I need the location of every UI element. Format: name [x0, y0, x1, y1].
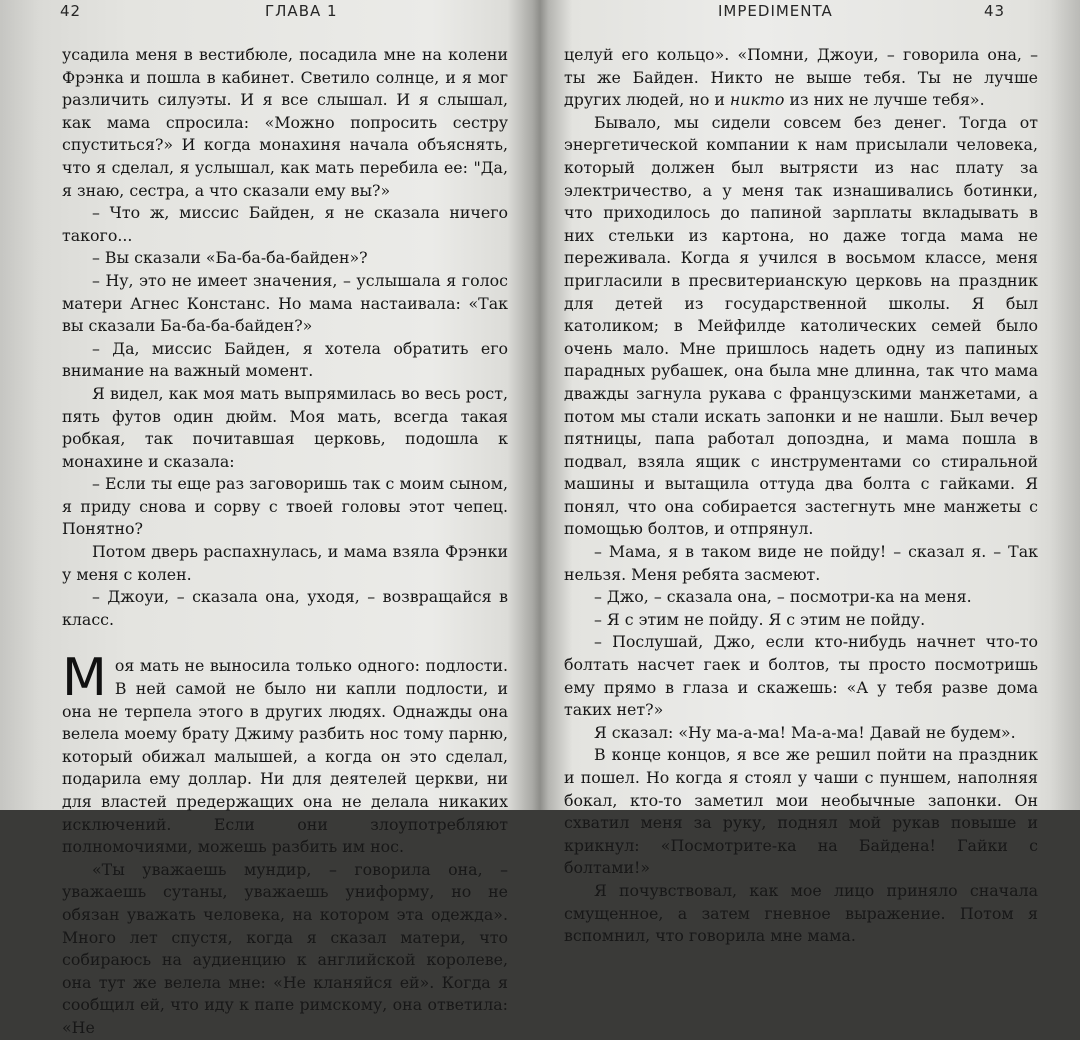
left-page-number: 42 [60, 2, 82, 20]
right-page [540, 0, 1080, 946]
paragraph: – Я с этим не пойду. Я с этим не пойду. [594, 609, 926, 629]
left-page [0, 0, 520, 1037]
right-running-head: IMPEDIMENTA [718, 2, 833, 20]
paragraph [564, 44, 1038, 112]
paragraph: Я видел, как моя мать выпрямилась во весь рост, пять футов один дюйм. Моя мать, всегда такая робкая, так почитавшая церковь, подошла к монахине и сказала: [62, 383, 508, 471]
paragraph: – Да, миссис Байден, я хотела обратить его внимание на важный момент. [62, 338, 508, 381]
paragraph: – Послушай, Джо, если кто-нибудь начнет что-то болтать насчет гаек и болтов, ты просто посмотришь ему прямо в глаза и скажешь: «А у тебя разве дома таких нет?» [564, 632, 1038, 720]
paragraph: – Мама, я в таком виде не пойду! – сказал я. – Так нельзя. Меня ребята засмеют. [564, 542, 1038, 584]
right-page-number: 43 [984, 2, 1006, 20]
left-running-head: ГЛАВА 1 [265, 2, 338, 20]
left-text-block [62, 44, 508, 1040]
paragraph: усадила меня в вестибюле, посадила мне на колени Фрэнка и пошла в кабинет. Светило солнце, и я мог различить силуэты. И я все слышал. И я слышал, как мама спросила: «Можно попросить сестру спуститься?» И когда монахиня начала объяснять, что я сделал, я услышал, как мать перебила ее: "Да, я знаю, сестра, а что сказали ему вы?» [62, 45, 508, 200]
paragraph: Я почувствовал, как мое лицо приняло сначала смущенное, а затем гневное выражение. Потом я вспомнил, что говорила мне мама. [564, 880, 1038, 946]
section-opening-paragraph [62, 648, 508, 858]
paragraph: – Вы сказали «Ба-ба-ба-байден»? [92, 248, 368, 268]
paragraph: – Ну, это не имеет значения, – услышала я голос матери Агнес Констанс. Но мама настаивала: «Так вы сказали Ба-ба-ба-байден?» [62, 270, 508, 336]
paragraph-text: целуй его кольцо». «Помни, Джоуи, – говорила она, – ты же Байден. Никто не выше тебя. Ты не лучше других людей, но и [564, 45, 1038, 110]
paragraph: В конце концов, я все же решил пойти на праздник и пошел. Но когда я стоял у чаши с пуншем, наполняя бокал, кто-то заметил мои необычные запонки. Он схватил меня за руку, поднял мой рукав повыше и крикнул: «Посмотрите-ка на Байдена! Гайки с болтами!» [564, 745, 1038, 878]
drop-cap: М [62, 648, 107, 709]
right-text-block [564, 44, 1038, 948]
italic-word: никто [729, 90, 785, 110]
paragraph: «Ты уважаешь мундир, – говорила она, – уважаешь сутаны, уважаешь униформу, но не обязан уважать человека, на котором эта одежда». Много лет спустя, когда я сказал матери, что собираюсь на аудиенцию к английской королеве, она тут же велела мне: «Не кланяйся ей». Когда я сообщил ей, что иду к папе римскому, она ответила: «Не [62, 859, 508, 1037]
paragraph: – Что ж, миссис Байден, я не сказала ничего такого... [62, 203, 508, 245]
paragraph: – Если ты еще раз заговоришь так с моим сыном, я приду снова и сорву с твоей головы этот чепец. Понятно? [62, 474, 508, 539]
paragraph: Потом дверь распахнулась, и мама взяла Фрэнки у меня с колен. [62, 542, 508, 584]
drop-cap-paragraph-text: оя мать не выносила только одного: подлости. В ней самой не было ни капли подлости, и она не терпела этого в других людях. Однажды она велела моему брату Джиму разбить нос тому парню, который обижал малышей, а когда он это сделал, подарила ему доллар. Ни для деятелей церкви, ни для властей предержащих она не делала никаких исключений. Если они злоупотребляют полномочиями, можешь разбить им нос. [62, 656, 508, 857]
paragraph-text: из них не лучше тебя». [784, 90, 985, 110]
paragraph: – Джо, – сказала она, – посмотри-ка на меня. [594, 587, 972, 607]
paragraph: – Джоуи, – сказала она, уходя, – возвращайся в класс. [62, 587, 508, 629]
paragraph: Я сказал: «Ну ма-а-ма! Ма-а-ма! Давай не будем». [594, 722, 1016, 742]
paragraph: Бывало, мы сидели совсем без денег. Тогда от энергетической компании к нам присылали человека, который должен был вытрясти из нас плату за электричество, а у меня так изнашивались ботинки, что приходилось до папиной зарплаты вкладывать в них стельки из картона, но даже тогда мама не переживала. Когда я учился в восьмом классе, меня пригласили в пресвитерианскую церковь на праздник для детей из государственной школы. Я был католиком; в Мейфилде католических семей было очень мало. Мне пришлось надеть одну из папиных парадных рубашек, она была мне длинна, так что мама дважды загнула рукава с французскими манжетами, а потом мы стали искать запонки и не нашли. Был вечер пятницы, папа работал допоздна, и мама пошла в подвал, взяла ящик с инструментами со стиральной машины и вытащила оттуда два болта с гайками. Я понял, что она собирается застегнуть мне манжеты с помощью болтов, и отпрянул. [564, 112, 1038, 539]
